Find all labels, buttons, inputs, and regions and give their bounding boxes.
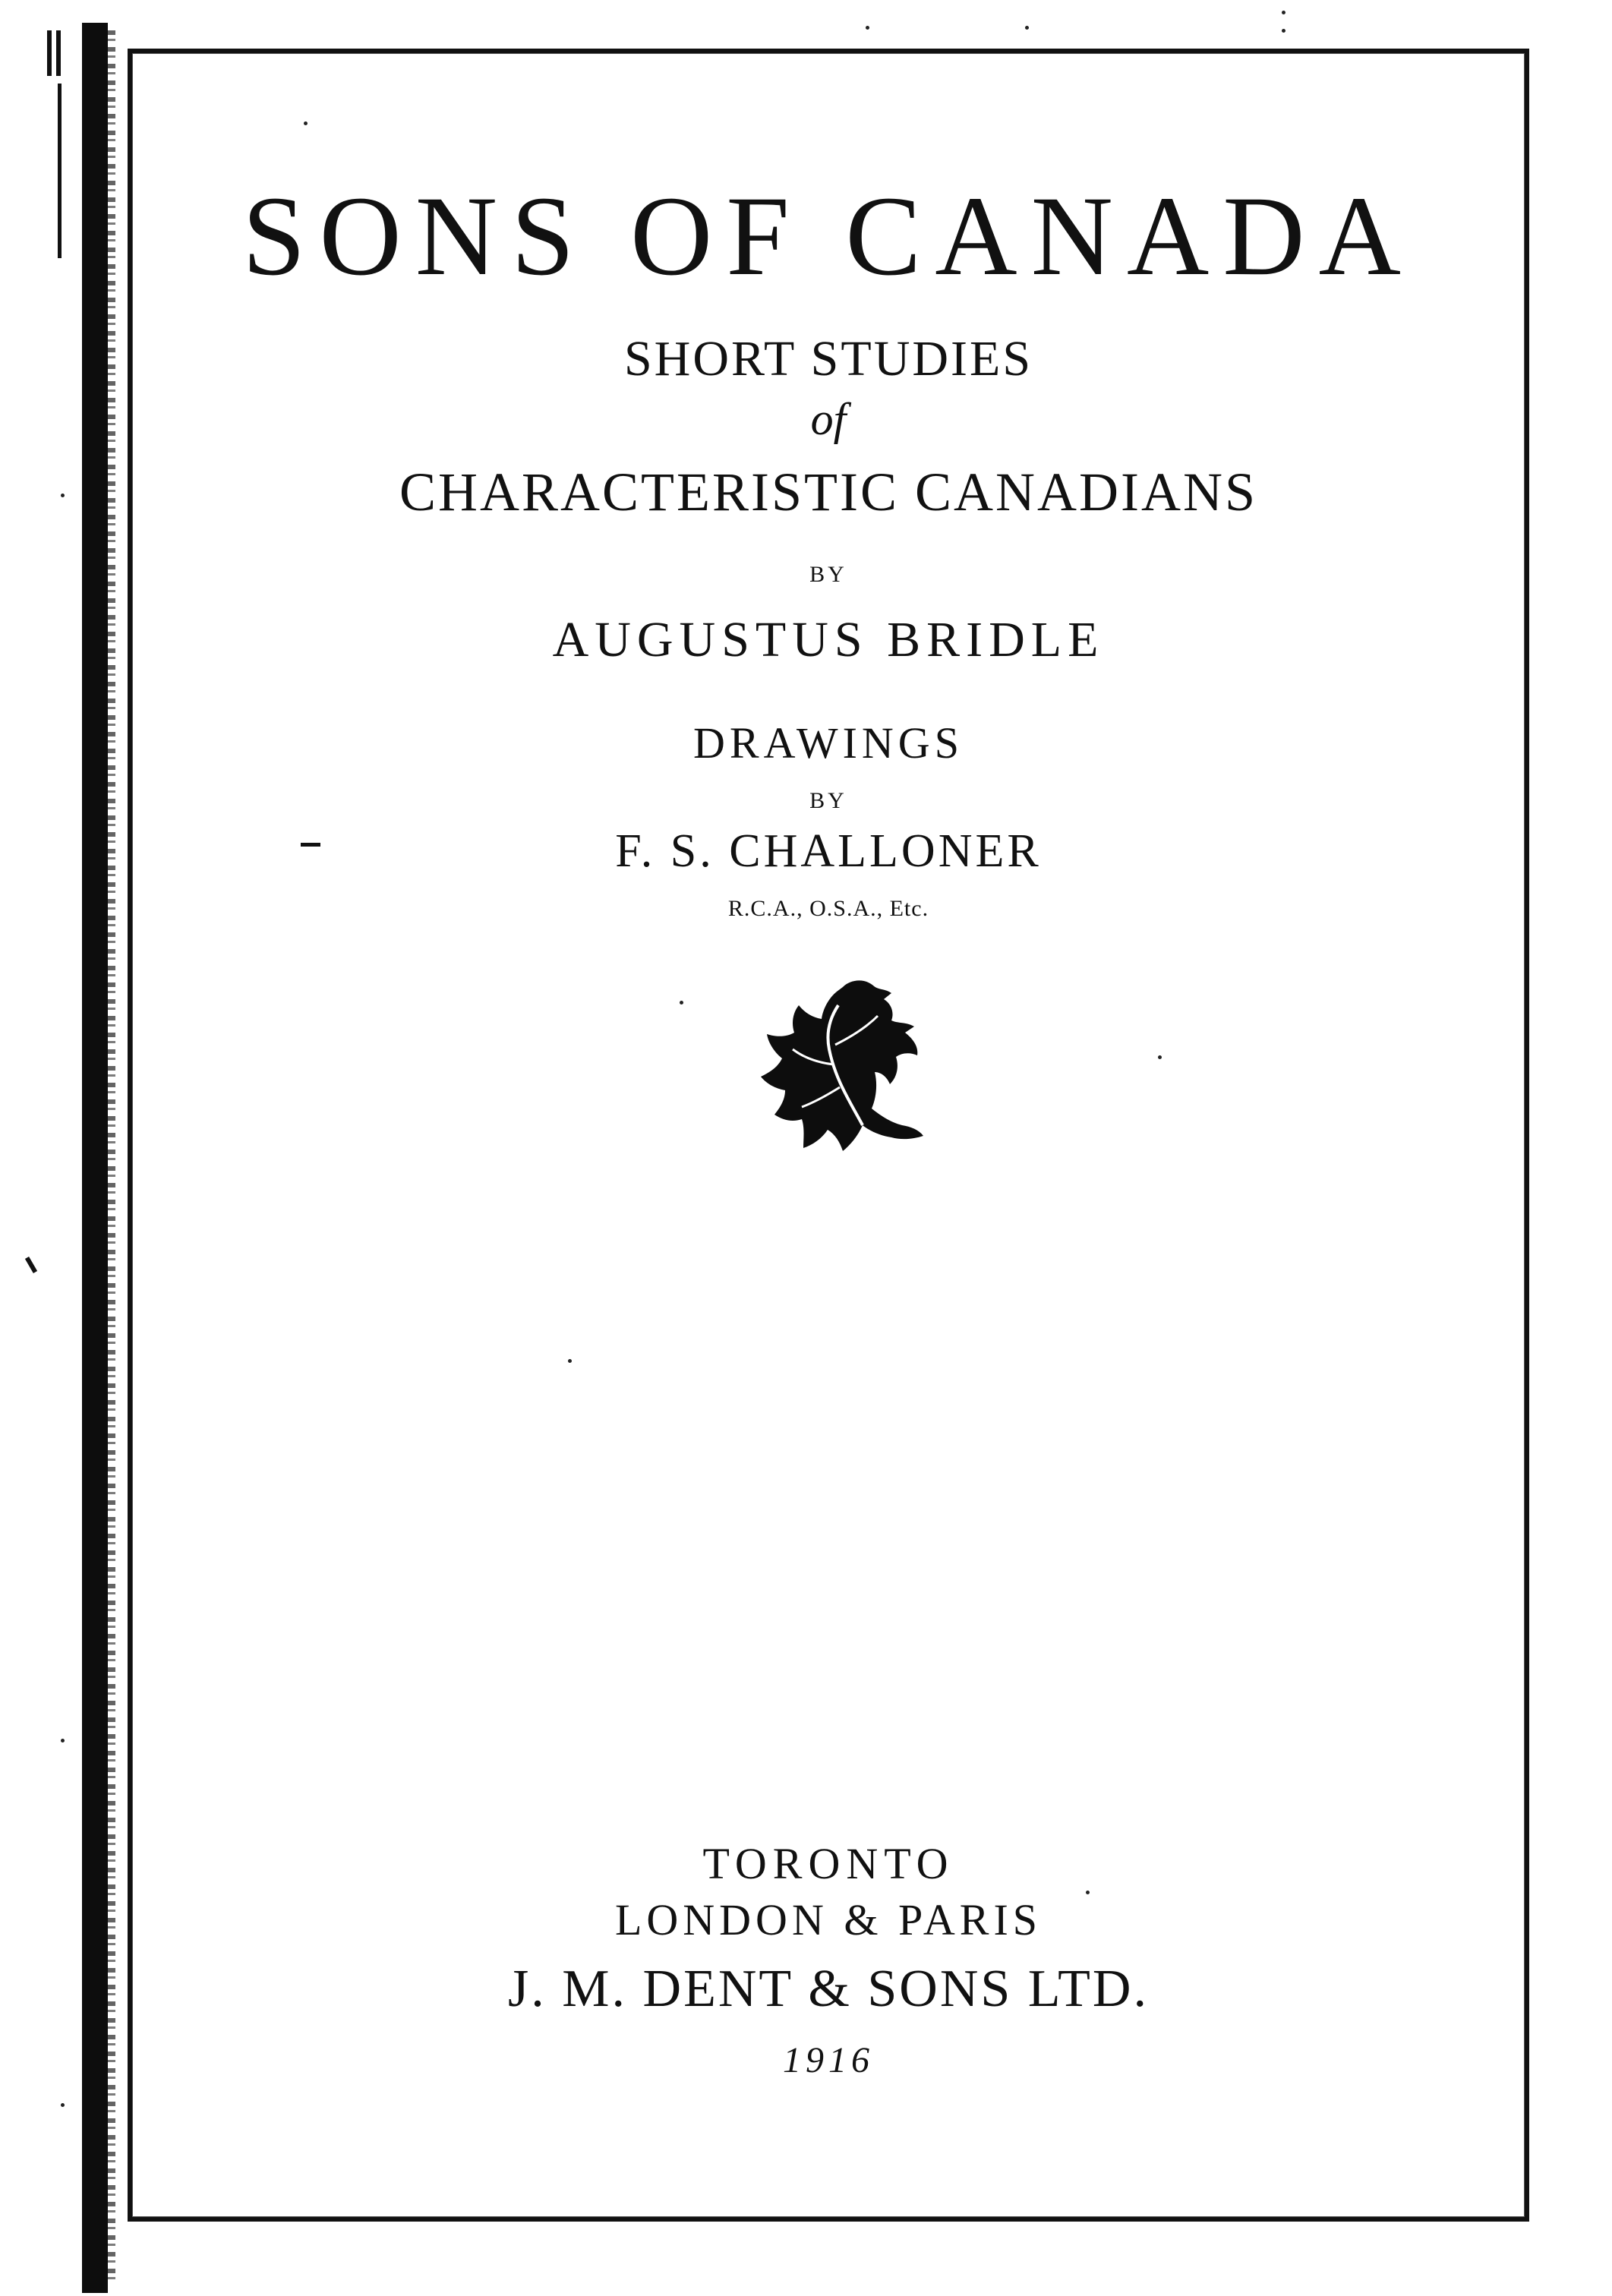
binding-edge <box>108 30 115 2285</box>
speck <box>61 2103 65 2107</box>
publication-year: 1916 <box>783 2040 874 2080</box>
margin-mark <box>47 30 52 76</box>
speck <box>1282 29 1285 33</box>
speck <box>61 1739 65 1742</box>
margin-mark <box>25 1257 37 1273</box>
margin-mark <box>56 30 61 76</box>
illustrator-credentials: R.C.A., O.S.A., Etc. <box>727 896 929 921</box>
subtitle-line-1: SHORT STUDIES <box>623 331 1033 386</box>
speck <box>61 494 65 497</box>
speck <box>1282 11 1285 14</box>
imprint-city: TORONTO <box>702 1839 954 1888</box>
book-binding <box>82 23 108 2293</box>
author-by-label: BY <box>809 562 847 587</box>
speck <box>1025 26 1029 30</box>
author-name: AUGUSTUS BRIDLE <box>552 612 1105 667</box>
drawings-label: DRAWINGS <box>693 718 964 768</box>
book-title: SONS OF CANADA <box>242 173 1415 299</box>
imprint-other-cities: LONDON & PARIS <box>614 1895 1043 1944</box>
publisher-name: J. M. DENT & SONS LTD. <box>508 1960 1149 2018</box>
subtitle-connector: of <box>810 394 847 444</box>
speck <box>866 26 869 30</box>
illustrator-by-label: BY <box>809 788 847 813</box>
maple-leaf-icon <box>729 973 942 1178</box>
margin-mark <box>58 84 62 258</box>
illustrator-name: F. S. CHALLONER <box>615 825 1042 877</box>
subtitle-line-2: CHARACTERISTIC CANADIANS <box>399 462 1258 522</box>
